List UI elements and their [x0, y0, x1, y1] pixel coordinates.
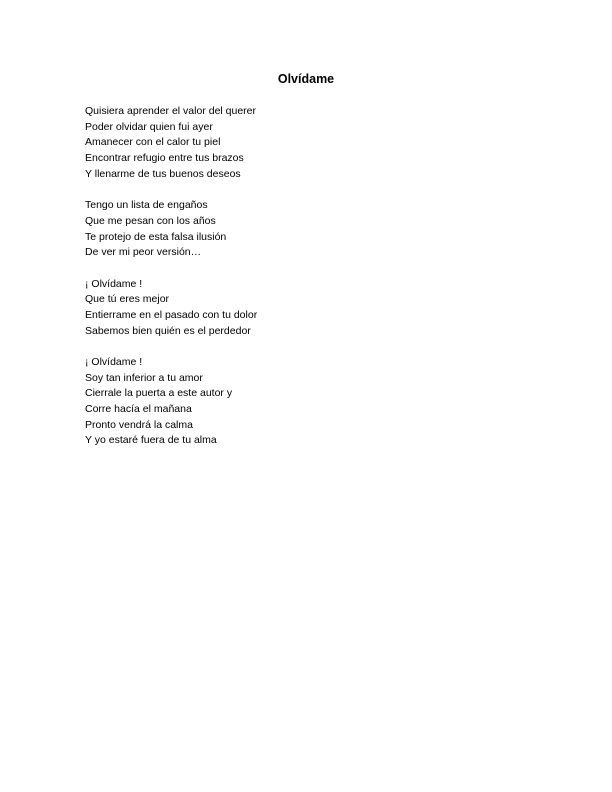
poem-line: Entierrame en el pasado con tu dolor — [85, 308, 258, 321]
poem-line: De ver mi peor versión… — [85, 246, 202, 259]
poem-line: Pronto vendrá la calma — [85, 418, 193, 431]
poem-line: Te protejo de esta falsa ilusión — [85, 230, 227, 243]
poem-line: Sabemos bien quién es el perdedor — [85, 324, 251, 337]
poem-line: ¡ Olvídame ! — [85, 356, 143, 368]
poem-line: Corre hacía el mañana — [85, 403, 192, 416]
poem-line: Encontrar refugio entre tus brazos — [85, 152, 244, 165]
stanza-1 — [85, 104, 545, 182]
poem-line: Soy tan inferior a tu amor — [85, 371, 203, 384]
poem-line: Y llenarme de tus buenos deseos — [85, 167, 241, 180]
poem-title: Olvídame — [277, 72, 335, 86]
poem-line: Que me pesan con los años — [85, 214, 216, 227]
poem-line: Amanecer con el calor tu piel — [85, 136, 221, 149]
poem-line: Y yo estaré fuera de tu alma — [85, 434, 217, 447]
poem-line: Quisiera aprender el valor del querer — [85, 105, 257, 117]
poem-line: Cierrale la puerta a este autor y — [85, 387, 233, 400]
stanza-2 — [85, 198, 545, 261]
poem-line: Que tú eres mejor — [85, 293, 170, 306]
poem-body — [85, 104, 545, 465]
poem-line: Tengo un lista de engaños — [85, 199, 208, 212]
stanza-3 — [85, 277, 545, 340]
stanza-4 — [85, 355, 545, 449]
poem-line: ¡ Olvídame ! — [85, 277, 143, 290]
poem-line: Poder olvidar quien fui ayer — [85, 120, 213, 133]
